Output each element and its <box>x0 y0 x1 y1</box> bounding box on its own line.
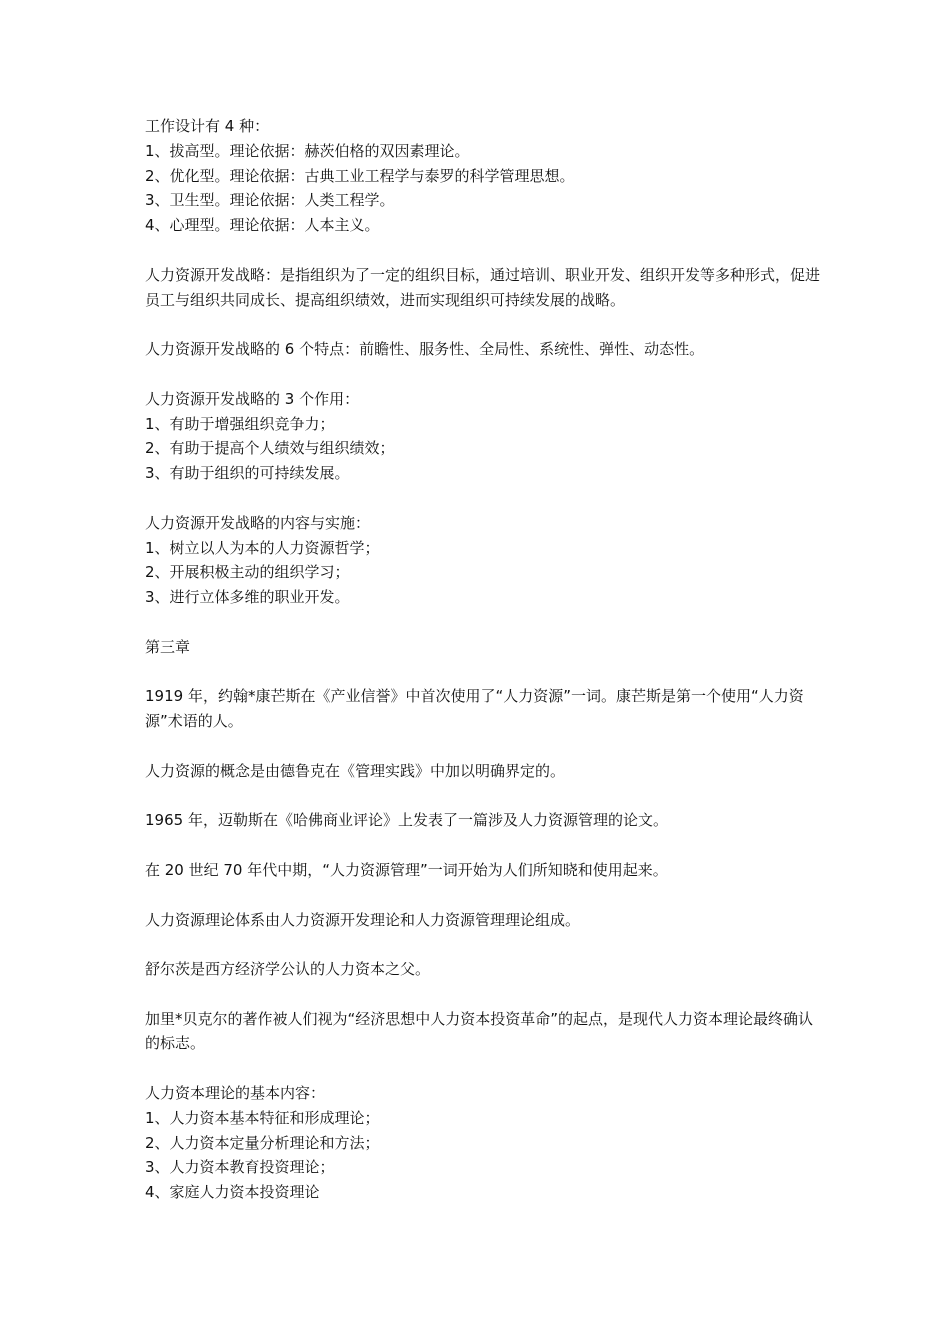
job-design-item: 3、卫生型。理论依据：人类工程学。 <box>145 191 395 210</box>
job-design-item: 2、优化型。理论依据：古典工业工程学与泰罗的科学管理思想。 <box>145 166 575 185</box>
human-capital-theory-section <box>145 1081 825 1205</box>
paragraph-gap <box>145 883 825 908</box>
paragraph-gap <box>145 833 825 858</box>
hrd-strategy-roles-heading: 人力资源开发战略的 3 个作用： <box>145 389 360 408</box>
fact-paragraph: 舒尔茨是西方经济学公认的人力资本之父。 <box>145 960 431 979</box>
human-capital-theory-heading: 人力资本理论的基本内容： <box>145 1084 326 1103</box>
paragraph-gap <box>145 982 825 1007</box>
fact-paragraph: 1965 年，迈勒斯在《哈佛商业评论》上发表了一篇涉及人力资源管理的论文。 <box>145 811 668 830</box>
hrd-strategy-role-item: 2、有助于提高个人绩效与组织绩效； <box>145 439 395 458</box>
human-capital-theory-item: 4、家庭人力资本投资理论 <box>145 1183 320 1202</box>
hrd-strategy-role-item: 1、有助于增强组织竞争力； <box>145 414 335 433</box>
job-design-item: 1、拔高型。理论依据：赫茨伯格的双因素理论。 <box>145 141 470 160</box>
hrd-strategy-content-heading: 人力资源开发战略的内容与实施： <box>145 513 371 532</box>
paragraph-gap <box>145 486 825 511</box>
paragraph-gap <box>145 734 825 759</box>
hrd-strategy-content-item: 2、开展积极主动的组织学习； <box>145 563 350 582</box>
hrd-strategy-content-section <box>145 511 825 610</box>
job-design-item: 4、心理型。理论依据：人本主义。 <box>145 216 380 235</box>
paragraph-gap <box>145 362 825 387</box>
job-design-heading: 工作设计有 4 种： <box>145 117 270 135</box>
fact-paragraph: 人力资源理论体系由人力资源开发理论和人力资源管理理论组成。 <box>145 910 581 929</box>
paragraph-gap <box>145 932 825 957</box>
hrd-strategy-definition: 人力资源开发战略：是指组织为了一定的组织目标，通过培训、职业开发、组织开发等多种形式，促进员工与组织共同成长、提高组织绩效，进而实现组织可持续发展的战略。 <box>145 265 821 309</box>
hrd-strategy-roles-section <box>145 387 825 486</box>
hrd-strategy-role-item: 3、有助于组织的可持续发展。 <box>145 464 350 483</box>
paragraph-gap <box>145 1056 825 1081</box>
human-capital-theory-item: 2、人力资本定量分析理论和方法； <box>145 1133 380 1152</box>
chapter-title: 第三章 <box>145 637 191 656</box>
job-design-section <box>145 114 825 238</box>
fact-paragraph: 1919 年，约翰*康芒斯在《产业信誉》中首次使用了“人力资源”一词。康芒斯是第一个使用“人力资源”术语的人。 <box>145 687 804 731</box>
paragraph-gap <box>145 660 825 685</box>
document-page <box>145 114 825 1205</box>
fact-paragraph: 人力资源的概念是由德鲁克在《管理实践》中加以明确界定的。 <box>145 761 566 780</box>
hrd-strategy-features: 人力资源开发战略的 6 个特点：前瞻性、服务性、全局性、系统性、弹性、动态性。 <box>145 340 705 359</box>
paragraph-gap <box>145 312 825 337</box>
human-capital-theory-item: 1、人力资本基本特征和形成理论； <box>145 1108 380 1127</box>
paragraph-gap <box>145 784 825 809</box>
hrd-strategy-content-item: 1、树立以人为本的人力资源哲学； <box>145 538 380 557</box>
fact-paragraph: 加里*贝克尔的著作被人们视为“经济思想中人力资本投资革命”的起点，是现代人力资本理论最终确认的标志。 <box>145 1009 814 1053</box>
fact-paragraph: 在 20 世纪 70 年代中期，“人力资源管理”一词开始为人们所知晓和使用起来。 <box>145 860 668 879</box>
human-capital-theory-item: 3、人力资本教育投资理论； <box>145 1158 335 1177</box>
hrd-strategy-content-item: 3、进行立体多维的职业开发。 <box>145 588 350 607</box>
paragraph-gap <box>145 238 825 263</box>
paragraph-gap <box>145 610 825 635</box>
